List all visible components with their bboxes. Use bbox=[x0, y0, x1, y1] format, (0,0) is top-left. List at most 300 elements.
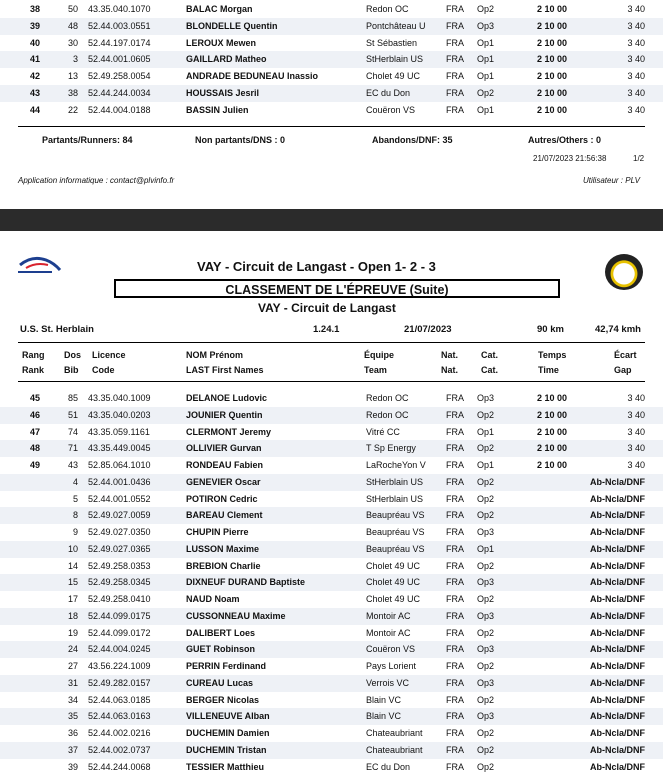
nationality-cell: FRA bbox=[446, 409, 464, 420]
licence-cell: 52.49.027.0059 bbox=[88, 510, 151, 521]
category-cell: Op2 bbox=[477, 493, 495, 504]
rider-name-cell: OLLIVIER Gurvan bbox=[186, 443, 262, 454]
bib-cell: 27 bbox=[67, 661, 78, 671]
bib-cell: 74 bbox=[67, 426, 78, 437]
rider-name-cell: GUET Robinson bbox=[186, 644, 255, 655]
category-cell: Op2 bbox=[477, 728, 495, 738]
summary-runners: Partants/Runners: 84 bbox=[42, 135, 133, 145]
time-cell: 2 10 00 bbox=[537, 37, 568, 48]
rider-name-cell: BREBION Charlie bbox=[186, 560, 261, 571]
rider-name-cell: DUCHEMIN Tristan bbox=[186, 744, 267, 755]
licence-cell: 52.44.063.0163 bbox=[88, 711, 151, 722]
bib-cell: 10 bbox=[67, 543, 78, 554]
header-rule bbox=[18, 342, 645, 343]
team-cell: St Sébastien bbox=[366, 37, 418, 48]
result-row bbox=[0, 558, 663, 575]
result-row bbox=[0, 407, 663, 424]
rank-cell: 42 bbox=[29, 71, 40, 82]
result-row bbox=[0, 507, 663, 524]
gap-cell: Ab-Ncla/DNF bbox=[589, 594, 645, 604]
rider-name-cell: BASSIN Julien bbox=[186, 104, 249, 115]
result-row bbox=[0, 457, 663, 474]
bib-cell: 48 bbox=[67, 20, 78, 31]
gap-cell: Ab-Ncla/DNF bbox=[589, 476, 645, 487]
nationality-cell: FRA bbox=[446, 677, 464, 688]
licence-cell: 52.44.004.0245 bbox=[88, 644, 151, 655]
category-cell: Op3 bbox=[477, 644, 495, 655]
bib-cell: 39 bbox=[67, 761, 78, 772]
gap-cell: Ab-Ncla/DNF bbox=[589, 577, 645, 588]
bib-cell: 9 bbox=[72, 527, 78, 537]
gap-cell: Ab-Ncla/DNF bbox=[589, 661, 645, 671]
team-cell: Pontchâteau U bbox=[366, 20, 426, 31]
rider-name-cell: CUSSONNEAU Maxime bbox=[186, 610, 286, 621]
header-equipe: Équipe bbox=[364, 350, 395, 360]
bib-cell: 18 bbox=[67, 610, 78, 621]
result-row bbox=[0, 1, 663, 18]
page-separator bbox=[0, 209, 663, 231]
result-row bbox=[0, 625, 663, 642]
time-cell: 2 10 00 bbox=[537, 409, 568, 420]
team-cell: EC du Don bbox=[366, 761, 411, 772]
result-row bbox=[0, 524, 663, 541]
gap-cell: Ab-Ncla/DNF bbox=[589, 627, 645, 638]
time-cell: 2 10 00 bbox=[537, 426, 568, 437]
organizer-club: U.S. St. Herblain bbox=[20, 324, 94, 335]
nationality-cell: FRA bbox=[446, 610, 464, 621]
team-cell: Chateaubriant bbox=[366, 728, 423, 738]
app-credit: Application informatique : contact@plvinfo.fr bbox=[18, 176, 175, 185]
category-cell: Op3 bbox=[477, 527, 495, 537]
category-cell: Op2 bbox=[477, 476, 495, 487]
rider-name-cell: BALAC Morgan bbox=[186, 4, 253, 14]
rank-cell: 41 bbox=[29, 54, 40, 65]
category-cell: Op2 bbox=[477, 661, 495, 671]
licence-cell: 52.49.258.0054 bbox=[88, 71, 151, 82]
gap-cell: 3 40 bbox=[627, 4, 645, 14]
licence-cell: 52.49.282.0157 bbox=[88, 677, 151, 688]
page-number: 1/2 bbox=[633, 154, 645, 163]
result-row bbox=[0, 18, 663, 35]
licence-cell: 43.35.449.0045 bbox=[88, 443, 151, 454]
team-cell: Couëron VS bbox=[366, 644, 416, 655]
gap-cell: Ab-Ncla/DNF bbox=[589, 644, 645, 655]
rider-name-cell: ANDRADE BEDUNEAU Inassio bbox=[186, 71, 319, 82]
gap-cell: 3 40 bbox=[627, 393, 645, 403]
team-cell: Blain VC bbox=[366, 694, 402, 705]
header-cat: Cat. bbox=[481, 350, 499, 360]
result-row bbox=[0, 658, 663, 675]
team-cell: Beaupréau VS bbox=[366, 527, 425, 537]
nationality-cell: FRA bbox=[446, 627, 464, 638]
nationality-cell: FRA bbox=[446, 543, 464, 554]
licence-cell: 52.44.004.0188 bbox=[88, 104, 151, 115]
nationality-cell: FRA bbox=[446, 644, 464, 655]
header-code: Code bbox=[92, 365, 115, 375]
gap-cell: Ab-Ncla/DNF bbox=[589, 677, 645, 688]
header-rang: Rang bbox=[22, 350, 45, 360]
bib-cell: 8 bbox=[72, 510, 78, 521]
category-cell: Op1 bbox=[477, 543, 495, 554]
average-speed: 42,74 kmh bbox=[595, 324, 641, 335]
nationality-cell: FRA bbox=[446, 527, 464, 537]
rider-name-cell: POTIRON Cedric bbox=[186, 493, 258, 504]
result-row bbox=[0, 725, 663, 742]
category-cell: Op1 bbox=[477, 104, 495, 115]
rider-name-cell: BERGER Nicolas bbox=[186, 694, 260, 705]
result-row bbox=[0, 390, 663, 407]
rider-name-cell: NAUD Noam bbox=[186, 594, 240, 604]
nationality-cell: FRA bbox=[446, 661, 464, 671]
bib-cell: 3 bbox=[72, 54, 78, 65]
licence-cell: 43.56.224.1009 bbox=[88, 661, 151, 671]
nationality-cell: FRA bbox=[446, 510, 464, 521]
result-row bbox=[0, 440, 663, 457]
nationality-cell: FRA bbox=[446, 728, 464, 738]
category-cell: Op2 bbox=[477, 88, 495, 98]
nationality-cell: FRA bbox=[446, 20, 464, 31]
event-date: 21/07/2023 bbox=[404, 324, 452, 335]
licence-cell: 43.35.040.1009 bbox=[88, 393, 151, 403]
header-nat: Nat. bbox=[441, 350, 459, 360]
nationality-cell: FRA bbox=[446, 71, 464, 82]
team-cell: LaRocheYon V bbox=[366, 460, 426, 470]
team-cell: Blain VC bbox=[366, 711, 402, 722]
nationality-cell: FRA bbox=[446, 426, 464, 437]
category-cell: Op1 bbox=[477, 54, 495, 65]
bib-cell: 51 bbox=[67, 409, 78, 420]
result-row bbox=[0, 692, 663, 709]
category-cell: Op1 bbox=[477, 37, 495, 48]
gap-cell: 3 40 bbox=[627, 54, 645, 65]
gap-cell: 3 40 bbox=[627, 20, 645, 31]
category-cell: Op2 bbox=[477, 761, 495, 772]
rank-cell: 44 bbox=[29, 104, 40, 115]
time-cell: 2 10 00 bbox=[537, 20, 568, 31]
category-cell: Op2 bbox=[477, 510, 495, 521]
result-row bbox=[0, 574, 663, 591]
result-row bbox=[0, 35, 663, 52]
licence-cell: 52.44.003.0551 bbox=[88, 20, 151, 31]
gap-cell: Ab-Ncla/DNF bbox=[589, 560, 645, 571]
team-cell: Cholet 49 UC bbox=[366, 594, 421, 604]
bib-cell: 36 bbox=[67, 728, 78, 738]
licence-cell: 43.35.059.1161 bbox=[88, 426, 150, 437]
time-cell: 2 10 00 bbox=[537, 4, 568, 14]
rank-cell: 46 bbox=[29, 409, 40, 420]
rider-name-cell: DIXNEUF DURAND Baptiste bbox=[186, 577, 306, 588]
summary-dnf: Abandons/DNF: 35 bbox=[372, 135, 453, 145]
time-cell: 2 10 00 bbox=[537, 460, 568, 470]
bib-cell: 50 bbox=[67, 4, 78, 14]
licence-cell: 52.44.001.0605 bbox=[88, 54, 151, 65]
category-cell: Op2 bbox=[477, 694, 495, 705]
team-cell: StHerblain US bbox=[366, 54, 424, 65]
category-cell: Op3 bbox=[477, 393, 495, 403]
region-cycling-logo bbox=[605, 254, 643, 290]
licence-cell: 52.85.064.1010 bbox=[88, 460, 151, 470]
team-cell: Redon OC bbox=[366, 409, 409, 420]
time-cell: 2 10 00 bbox=[537, 393, 568, 403]
rank-cell: 43 bbox=[29, 88, 40, 98]
gap-cell: Ab-Ncla/DNF bbox=[589, 510, 645, 521]
result-row bbox=[0, 708, 663, 725]
rider-name-cell: BLONDELLE Quentin bbox=[186, 20, 278, 31]
team-cell: Cholet 49 UC bbox=[366, 71, 421, 82]
rider-name-cell: DUCHEMIN Damien bbox=[186, 728, 270, 738]
category-cell: Op2 bbox=[477, 409, 495, 420]
event-subtitle: VAY - Circuit de Langast bbox=[258, 301, 396, 315]
header-rank: Rank bbox=[22, 365, 45, 375]
header-licence: Licence bbox=[92, 350, 126, 360]
header-nom: NOM Prénom bbox=[186, 350, 244, 360]
team-cell: Pays Lorient bbox=[366, 661, 417, 671]
bib-cell: 14 bbox=[67, 560, 78, 571]
licence-cell: 52.44.244.0034 bbox=[88, 88, 151, 98]
summary-dns: Non partants/DNS : 0 bbox=[195, 135, 286, 145]
rider-name-cell: CUREAU Lucas bbox=[186, 677, 254, 688]
federation-logo bbox=[16, 253, 64, 275]
gap-cell: Ab-Ncla/DNF bbox=[589, 744, 645, 755]
team-cell: Montoir AC bbox=[366, 610, 411, 621]
licence-cell: 52.44.002.0216 bbox=[88, 728, 151, 738]
header-team: Team bbox=[364, 365, 387, 375]
team-cell: Cholet 49 UC bbox=[366, 560, 421, 571]
user-credit: Utilisateur : PLV bbox=[583, 176, 640, 185]
nationality-cell: FRA bbox=[446, 694, 464, 705]
gap-cell: Ab-Ncla/DNF bbox=[589, 527, 645, 537]
gap-cell: Ab-Ncla/DNF bbox=[589, 493, 645, 504]
result-row bbox=[0, 541, 663, 558]
gap-cell: 3 40 bbox=[627, 88, 645, 98]
summary-rule bbox=[18, 126, 645, 127]
bib-cell: 35 bbox=[67, 711, 78, 722]
gap-cell: 3 40 bbox=[627, 443, 645, 454]
team-cell: Beaupréau VS bbox=[366, 543, 425, 554]
licence-cell: 43.35.040.0203 bbox=[88, 409, 151, 420]
header-time: Time bbox=[538, 365, 559, 375]
nationality-cell: FRA bbox=[446, 493, 464, 504]
classification-title: CLASSEMENT DE L'ÉPREUVE (Suite) bbox=[114, 279, 560, 298]
event-code: 1.24.1 bbox=[313, 324, 340, 335]
bib-cell: 31 bbox=[67, 677, 78, 688]
nationality-cell: FRA bbox=[446, 104, 464, 115]
gap-cell: Ab-Ncla/DNF bbox=[589, 728, 645, 738]
licence-cell: 52.44.063.0185 bbox=[88, 694, 151, 705]
licence-cell: 52.44.001.0552 bbox=[88, 493, 151, 504]
rider-name-cell: RONDEAU Fabien bbox=[186, 460, 264, 470]
rider-name-cell: CHUPIN Pierre bbox=[186, 527, 249, 537]
nationality-cell: FRA bbox=[446, 476, 464, 487]
bib-cell: 4 bbox=[72, 476, 78, 487]
result-row bbox=[0, 51, 663, 68]
rank-cell: 47 bbox=[29, 426, 40, 437]
nationality-cell: FRA bbox=[446, 560, 464, 571]
header-dos: Dos bbox=[64, 350, 82, 360]
rank-cell: 49 bbox=[29, 460, 40, 470]
category-cell: Op3 bbox=[477, 677, 495, 688]
nationality-cell: FRA bbox=[446, 761, 464, 772]
bib-cell: 17 bbox=[67, 594, 78, 604]
print-timestamp: 21/07/2023 21:56:38 bbox=[533, 154, 607, 163]
category-cell: Op1 bbox=[477, 460, 495, 470]
rider-name-cell: PERRIN Ferdinand bbox=[186, 661, 267, 671]
rider-name-cell: DALIBERT Loes bbox=[186, 627, 256, 638]
rider-name-cell: LUSSON Maxime bbox=[186, 543, 260, 554]
event-title: VAY - Circuit de Langast - Open 1- 2 - 3 bbox=[197, 259, 436, 274]
result-row bbox=[0, 491, 663, 508]
gap-cell: Ab-Ncla/DNF bbox=[589, 761, 645, 772]
nationality-cell: FRA bbox=[446, 37, 464, 48]
gap-cell: 3 40 bbox=[627, 426, 645, 437]
result-row bbox=[0, 85, 663, 102]
rider-name-cell: GAILLARD Matheo bbox=[186, 54, 267, 65]
category-cell: Op1 bbox=[477, 426, 495, 437]
rank-cell: 48 bbox=[29, 443, 40, 454]
licence-cell: 52.49.027.0350 bbox=[88, 527, 151, 537]
gap-cell: Ab-Ncla/DNF bbox=[589, 694, 645, 705]
bib-cell: 43 bbox=[67, 460, 78, 470]
team-cell: Beaupréau VS bbox=[366, 510, 425, 521]
category-cell: Op3 bbox=[477, 610, 495, 621]
licence-cell: 52.44.002.0737 bbox=[88, 744, 151, 755]
bib-cell: 85 bbox=[67, 393, 78, 403]
bib-cell: 13 bbox=[67, 71, 78, 82]
bib-cell: 22 bbox=[67, 104, 78, 115]
bib-cell: 15 bbox=[67, 577, 78, 588]
time-cell: 2 10 00 bbox=[537, 443, 568, 454]
nationality-cell: FRA bbox=[446, 594, 464, 604]
summary-others: Autres/Others : 0 bbox=[528, 135, 602, 145]
bib-cell: 34 bbox=[67, 694, 78, 705]
licence-cell: 52.44.099.0175 bbox=[88, 610, 151, 621]
gap-cell: Ab-Ncla/DNF bbox=[589, 711, 645, 722]
nationality-cell: FRA bbox=[446, 54, 464, 65]
time-cell: 2 10 00 bbox=[537, 71, 568, 82]
header-bib: Bib bbox=[64, 365, 79, 375]
header-nat2: Nat. bbox=[441, 365, 459, 375]
time-cell: 2 10 00 bbox=[537, 54, 568, 65]
header-temps: Temps bbox=[538, 350, 567, 360]
licence-cell: 52.49.027.0365 bbox=[88, 543, 151, 554]
team-cell: T Sp Energy bbox=[366, 443, 416, 454]
gap-cell: 3 40 bbox=[627, 37, 645, 48]
category-cell: Op3 bbox=[477, 711, 495, 722]
rider-name-cell: VILLENEUVE Alban bbox=[186, 711, 270, 722]
category-cell: Op2 bbox=[477, 627, 495, 638]
rider-name-cell: GENEVIER Oscar bbox=[186, 476, 261, 487]
team-cell: StHerblain US bbox=[366, 493, 424, 504]
team-cell: Montoir AC bbox=[366, 627, 411, 638]
result-row bbox=[0, 102, 663, 119]
result-row bbox=[0, 424, 663, 441]
team-cell: Vitré CC bbox=[366, 426, 400, 437]
time-cell: 2 10 00 bbox=[537, 88, 568, 98]
licence-cell: 52.49.258.0345 bbox=[88, 577, 151, 588]
licence-cell: 52.44.244.0068 bbox=[88, 761, 151, 772]
gap-cell: Ab-Ncla/DNF bbox=[589, 610, 645, 621]
rank-cell: 45 bbox=[29, 393, 40, 403]
rank-cell: 40 bbox=[29, 37, 40, 48]
time-cell: 2 10 00 bbox=[537, 104, 568, 115]
gap-cell: Ab-Ncla/DNF bbox=[589, 543, 645, 554]
result-row bbox=[0, 591, 663, 608]
result-row bbox=[0, 675, 663, 692]
columns-rule bbox=[18, 381, 645, 382]
header-last-first: LAST First Names bbox=[186, 365, 264, 375]
result-row bbox=[0, 68, 663, 85]
bib-cell: 24 bbox=[67, 644, 78, 655]
category-cell: Op2 bbox=[477, 744, 495, 755]
header-cat2: Cat. bbox=[481, 365, 499, 375]
category-cell: Op3 bbox=[477, 20, 495, 31]
bib-cell: 37 bbox=[67, 744, 78, 755]
bib-cell: 30 bbox=[67, 37, 78, 48]
rider-name-cell: HOUSSAIS Jesril bbox=[186, 88, 260, 98]
result-row bbox=[0, 608, 663, 625]
team-cell: Couëron VS bbox=[366, 104, 416, 115]
nationality-cell: FRA bbox=[446, 88, 464, 98]
gap-cell: 3 40 bbox=[627, 104, 645, 115]
nationality-cell: FRA bbox=[446, 577, 464, 588]
licence-cell: 43.35.040.1070 bbox=[88, 4, 151, 14]
bib-cell: 38 bbox=[67, 88, 78, 98]
rank-cell: 38 bbox=[29, 4, 40, 14]
licence-cell: 52.49.258.0353 bbox=[88, 560, 151, 571]
result-row bbox=[0, 474, 663, 491]
nationality-cell: FRA bbox=[446, 4, 464, 14]
team-cell: Verrois VC bbox=[366, 677, 410, 688]
rider-name-cell: BAREAU Clement bbox=[186, 510, 263, 521]
rider-name-cell: CLERMONT Jeremy bbox=[186, 426, 272, 437]
licence-cell: 52.44.197.0174 bbox=[88, 37, 151, 48]
gap-cell: 3 40 bbox=[627, 409, 645, 420]
header-ecart: Écart bbox=[614, 350, 637, 360]
licence-cell: 52.44.099.0172 bbox=[88, 627, 151, 638]
category-cell: Op2 bbox=[477, 560, 495, 571]
rider-name-cell: DELANOE Ludovic bbox=[186, 393, 268, 403]
category-cell: Op3 bbox=[477, 577, 495, 588]
team-cell: EC du Don bbox=[366, 88, 411, 98]
team-cell: Redon OC bbox=[366, 4, 409, 14]
result-row bbox=[0, 759, 663, 776]
team-cell: Cholet 49 UC bbox=[366, 577, 421, 588]
nationality-cell: FRA bbox=[446, 744, 464, 755]
team-cell: Redon OC bbox=[366, 393, 409, 403]
header-gap: Gap bbox=[614, 365, 632, 375]
category-cell: Op2 bbox=[477, 443, 495, 454]
result-row bbox=[0, 742, 663, 759]
result-row bbox=[0, 641, 663, 658]
category-cell: Op2 bbox=[477, 594, 495, 604]
nationality-cell: FRA bbox=[446, 443, 464, 454]
event-distance: 90 km bbox=[537, 324, 564, 335]
bib-cell: 19 bbox=[67, 627, 78, 638]
gap-cell: 3 40 bbox=[627, 71, 645, 82]
rider-name-cell: JOUNIER Quentin bbox=[186, 409, 263, 420]
category-cell: Op2 bbox=[477, 4, 495, 14]
nationality-cell: FRA bbox=[446, 393, 464, 403]
team-cell: Chateaubriant bbox=[366, 744, 423, 755]
rider-name-cell: TESSIER Matthieu bbox=[186, 761, 265, 772]
team-cell: StHerblain US bbox=[366, 476, 424, 487]
rank-cell: 39 bbox=[29, 20, 40, 31]
licence-cell: 52.49.258.0410 bbox=[88, 594, 151, 604]
nationality-cell: FRA bbox=[446, 460, 464, 470]
licence-cell: 52.44.001.0436 bbox=[88, 476, 151, 487]
nationality-cell: FRA bbox=[446, 711, 464, 722]
bib-cell: 5 bbox=[72, 493, 78, 504]
